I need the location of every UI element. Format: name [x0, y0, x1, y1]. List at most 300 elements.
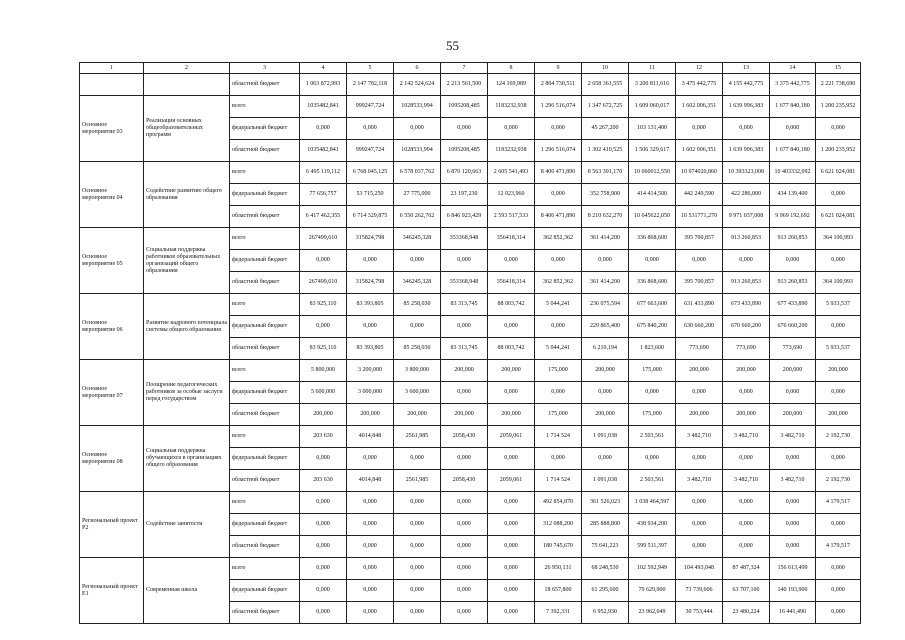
value-cell: 0,000: [300, 514, 347, 536]
value-cell: 2059,061: [488, 470, 535, 492]
value-cell: 0,000: [770, 448, 816, 470]
value-cell: 6 952,930: [582, 602, 629, 624]
value-cell: 442 249,590: [676, 184, 723, 206]
name-cell: Поощрение педагогических работников за особые заслуги перед государством: [144, 360, 230, 426]
value-cell: 0,000: [535, 184, 582, 206]
value-cell: 6 210,194: [582, 338, 629, 360]
value-cell: 9 971 037,008: [723, 206, 770, 228]
value-cell: 315824,798: [347, 272, 394, 294]
value-cell: 0,000: [394, 602, 441, 624]
column-number: 15: [816, 63, 861, 74]
value-cell: 5 933,537: [816, 294, 861, 316]
value-cell: 200,000: [582, 404, 629, 426]
value-cell: 0,000: [816, 580, 861, 602]
value-cell: 0,000: [300, 536, 347, 558]
value-cell: 361 414,200: [582, 272, 629, 294]
value-cell: 23 480,224: [723, 602, 770, 624]
value-cell: 1 038 464,597: [629, 492, 676, 514]
value-cell: 362 852,362: [535, 272, 582, 294]
value-cell: 0,000: [441, 536, 488, 558]
value-cell: 492 854,870: [535, 492, 582, 514]
value-cell: 364 100,993: [816, 228, 861, 250]
value-cell: 1 714 524: [535, 426, 582, 448]
value-cell: 10 393323,008: [723, 162, 770, 184]
value-cell: 346245,328: [394, 228, 441, 250]
column-number: 7: [441, 63, 488, 74]
value-cell: 773,690: [723, 338, 770, 360]
value-cell: 599 511,397: [629, 536, 676, 558]
value-cell: 61 295,600: [582, 580, 629, 602]
value-cell: 346245,328: [394, 272, 441, 294]
value-cell: 200,000: [770, 404, 816, 426]
source-cell: областной бюджет: [230, 338, 300, 360]
value-cell: 0,000: [441, 118, 488, 140]
measure-cell: Основное мероприятие 05: [80, 228, 144, 294]
value-cell: 2 658 361,555: [582, 74, 629, 96]
value-cell: 0,000: [347, 118, 394, 140]
value-cell: 5 600,000: [300, 382, 347, 404]
value-cell: 83 313,745: [441, 338, 488, 360]
value-cell: 2561,985: [394, 470, 441, 492]
name-cell: Содействие развитию общего образования: [144, 162, 230, 228]
value-cell: 0,000: [676, 514, 723, 536]
value-cell: 0,000: [488, 492, 535, 514]
value-cell: 6 621 024,081: [816, 162, 861, 184]
value-cell: 0,000: [488, 558, 535, 580]
value-cell: 200,000: [300, 404, 347, 426]
value-cell: 2059,061: [488, 426, 535, 448]
value-cell: 3 482,710: [723, 470, 770, 492]
value-cell: 913 260,853: [723, 272, 770, 294]
value-cell: 79 629,900: [629, 580, 676, 602]
value-cell: 356418,314: [488, 272, 535, 294]
value-cell: 0,000: [394, 558, 441, 580]
value-cell: 2 192,730: [816, 470, 861, 492]
column-number: 10: [582, 63, 629, 74]
source-cell: всего: [230, 96, 300, 118]
value-cell: 0,000: [816, 250, 861, 272]
value-cell: 0,000: [770, 536, 816, 558]
value-cell: 3 482,710: [676, 470, 723, 492]
value-cell: 999247,724: [347, 140, 394, 162]
value-cell: 422 286,000: [723, 184, 770, 206]
table-row: [80, 492, 861, 514]
value-cell: 0,000: [394, 514, 441, 536]
value-cell: 236 075,594: [582, 294, 629, 316]
value-cell: 0,000: [300, 250, 347, 272]
value-cell: 203 630: [300, 470, 347, 492]
value-cell: 999247,724: [347, 96, 394, 118]
value-cell: 1035482,841: [300, 96, 347, 118]
value-cell: 0,000: [441, 316, 488, 338]
value-cell: 0,000: [535, 382, 582, 404]
value-cell: 773,690: [770, 338, 816, 360]
value-cell: 285 888,800: [582, 514, 629, 536]
value-cell: 0,000: [347, 492, 394, 514]
value-cell: 12 023,960: [488, 184, 535, 206]
name-cell: Содействие занятости: [144, 492, 230, 558]
value-cell: 2 804 730,511: [535, 74, 582, 96]
value-cell: 68 248,530: [582, 558, 629, 580]
measure-cell: Региональный проект Е1: [80, 558, 144, 624]
name-cell: [144, 74, 230, 96]
value-cell: 83 393,805: [347, 294, 394, 316]
value-cell: 156 613,499: [770, 558, 816, 580]
name-cell: Социальная поддержка обучающихся в организациях общего образования: [144, 426, 230, 492]
source-cell: областной бюджет: [230, 140, 300, 162]
value-cell: 83 313,745: [441, 294, 488, 316]
budget-table: [79, 62, 861, 624]
value-cell: 8 563 391,170: [582, 162, 629, 184]
column-number: 11: [629, 63, 676, 74]
source-cell: областной бюджет: [230, 536, 300, 558]
value-cell: 0,000: [770, 250, 816, 272]
value-cell: 0,000: [488, 382, 535, 404]
value-cell: 0,000: [300, 448, 347, 470]
value-cell: 200,000: [816, 404, 861, 426]
value-cell: 0,000: [816, 184, 861, 206]
value-cell: 8 406 471,890: [535, 162, 582, 184]
value-cell: 73 739,606: [676, 580, 723, 602]
source-cell: федеральный бюджет: [230, 184, 300, 206]
value-cell: 2 147 782,118: [347, 74, 394, 96]
source-cell: областной бюджет: [230, 404, 300, 426]
value-cell: 6 768 045,125: [347, 162, 394, 184]
table-row: [80, 294, 861, 316]
value-cell: 200,000: [488, 360, 535, 382]
value-cell: 1 602 006,351: [676, 140, 723, 162]
value-cell: 0,000: [441, 580, 488, 602]
value-cell: 0,000: [488, 316, 535, 338]
value-cell: 0,000: [441, 514, 488, 536]
value-cell: 85 258,030: [394, 338, 441, 360]
value-cell: 0,000: [676, 118, 723, 140]
value-cell: 0,000: [723, 250, 770, 272]
source-cell: областной бюджет: [230, 206, 300, 228]
value-cell: 1 296 516,074: [535, 96, 582, 118]
value-cell: 0,000: [723, 448, 770, 470]
value-cell: 0,000: [535, 118, 582, 140]
value-cell: 3 800,000: [394, 360, 441, 382]
value-cell: 312 088,200: [535, 514, 582, 536]
value-cell: 0,000: [347, 602, 394, 624]
value-cell: 0,000: [629, 250, 676, 272]
value-cell: 0,000: [394, 250, 441, 272]
value-cell: 3 000,000: [347, 382, 394, 404]
value-cell: 361 526,023: [582, 492, 629, 514]
value-cell: 3 600,000: [394, 382, 441, 404]
value-cell: 0,000: [488, 580, 535, 602]
value-cell: 0,000: [816, 118, 861, 140]
value-cell: 3 200,000: [347, 360, 394, 382]
value-cell: 362 852,362: [535, 228, 582, 250]
column-number: 8: [488, 63, 535, 74]
value-cell: 10 060012,550: [629, 162, 676, 184]
value-cell: 6 870 120,663: [441, 162, 488, 184]
value-cell: 140 193,900: [770, 580, 816, 602]
value-cell: 200,000: [394, 404, 441, 426]
value-cell: 1035482,841: [300, 140, 347, 162]
value-cell: 0,000: [300, 602, 347, 624]
value-cell: 8 210 632,270: [582, 206, 629, 228]
source-cell: федеральный бюджет: [230, 382, 300, 404]
value-cell: 364 100,993: [816, 272, 861, 294]
column-number: 6: [394, 63, 441, 74]
value-cell: 0,000: [488, 118, 535, 140]
source-cell: всего: [230, 558, 300, 580]
value-cell: 677 433,890: [770, 294, 816, 316]
value-cell: 4 179,517: [816, 536, 861, 558]
value-cell: 0,000: [394, 118, 441, 140]
value-cell: 200,000: [441, 404, 488, 426]
column-number: 4: [300, 63, 347, 74]
source-cell: областной бюджет: [230, 74, 300, 96]
column-number: 1: [80, 63, 144, 74]
value-cell: 0,000: [816, 558, 861, 580]
value-cell: 2 593 517,533: [488, 206, 535, 228]
value-cell: 0,000: [770, 382, 816, 404]
source-cell: всего: [230, 162, 300, 184]
column-number: 3: [230, 63, 300, 74]
value-cell: 7 392,331: [535, 602, 582, 624]
value-cell: 6 714 329,875: [347, 206, 394, 228]
value-cell: 0,000: [770, 492, 816, 514]
value-cell: 2 213 561,500: [441, 74, 488, 96]
value-cell: 0,000: [488, 536, 535, 558]
column-number: 14: [770, 63, 816, 74]
value-cell: 200,000: [723, 360, 770, 382]
value-cell: 10 403332,092: [770, 162, 816, 184]
value-cell: 4014,848: [347, 470, 394, 492]
measure-cell: Основное мероприятие 07: [80, 360, 144, 426]
value-cell: 175,000: [629, 404, 676, 426]
name-cell: Социальная поддержка работников образовательных организаций общего образования: [144, 228, 230, 294]
page-number: 55: [446, 38, 459, 53]
value-cell: 6 846 923,429: [441, 206, 488, 228]
value-cell: 1 296 516,074: [535, 140, 582, 162]
value-cell: 0,000: [394, 316, 441, 338]
value-cell: 8 406 471,890: [535, 206, 582, 228]
value-cell: 0,000: [816, 602, 861, 624]
value-cell: 200,000: [723, 404, 770, 426]
value-cell: 63 707,100: [723, 580, 770, 602]
value-cell: 18 657,800: [535, 580, 582, 602]
table-row: [80, 228, 861, 250]
value-cell: 0,000: [582, 250, 629, 272]
value-cell: 83 925,110: [300, 294, 347, 316]
value-cell: 1095208,485: [441, 96, 488, 118]
value-cell: 395 700,857: [676, 272, 723, 294]
value-cell: 352 758,900: [582, 184, 629, 206]
value-cell: 773,690: [676, 338, 723, 360]
value-cell: 1 609 060,017: [629, 96, 676, 118]
value-cell: 0,000: [770, 118, 816, 140]
name-cell: Развитие кадрового потенциала системы общего образования: [144, 294, 230, 360]
source-cell: всего: [230, 228, 300, 250]
value-cell: 5 800,000: [300, 360, 347, 382]
value-cell: 3 200 811,616: [629, 74, 676, 96]
value-cell: 23 962,049: [629, 602, 676, 624]
value-cell: 85 258,030: [394, 294, 441, 316]
source-cell: всего: [230, 492, 300, 514]
value-cell: 6 621 024,081: [816, 206, 861, 228]
value-cell: 913 260,853: [770, 228, 816, 250]
value-cell: 5 933,537: [816, 338, 861, 360]
value-cell: 6 578 037,762: [394, 162, 441, 184]
value-cell: 200,000: [816, 360, 861, 382]
value-cell: 1 200 235,952: [816, 140, 861, 162]
value-cell: 26 950,131: [535, 558, 582, 580]
value-cell: 1 714 524: [535, 470, 582, 492]
value-cell: 10 645622,050: [629, 206, 676, 228]
measure-cell: Региональный проект Р2: [80, 492, 144, 558]
value-cell: 1 677 840,180: [770, 140, 816, 162]
value-cell: 0,000: [441, 492, 488, 514]
value-cell: 267499,610: [300, 228, 347, 250]
source-cell: федеральный бюджет: [230, 580, 300, 602]
column-number: 9: [535, 63, 582, 74]
value-cell: 203 630: [300, 426, 347, 448]
column-number-row: [80, 63, 861, 74]
value-cell: 1028533,994: [394, 140, 441, 162]
value-cell: 1 602 006,351: [676, 96, 723, 118]
name-cell: Современная школа: [144, 558, 230, 624]
value-cell: 5 044,241: [535, 338, 582, 360]
value-cell: 336 868,600: [629, 272, 676, 294]
source-cell: всего: [230, 360, 300, 382]
value-cell: 6 550 262,762: [394, 206, 441, 228]
value-cell: 0,000: [723, 514, 770, 536]
value-cell: 200,000: [770, 360, 816, 382]
value-cell: 0,000: [676, 250, 723, 272]
value-cell: 200,000: [676, 404, 723, 426]
value-cell: 353368,948: [441, 272, 488, 294]
value-cell: 0,000: [300, 118, 347, 140]
column-number: 5: [347, 63, 394, 74]
value-cell: 103 131,400: [629, 118, 676, 140]
value-cell: 0,000: [770, 514, 816, 536]
value-cell: 200,000: [347, 404, 394, 426]
value-cell: 0,000: [300, 492, 347, 514]
value-cell: 180 745,670: [535, 536, 582, 558]
value-cell: 200,000: [488, 404, 535, 426]
column-number: 2: [144, 63, 230, 74]
source-cell: федеральный бюджет: [230, 316, 300, 338]
source-cell: областной бюджет: [230, 602, 300, 624]
value-cell: 336 868,600: [629, 228, 676, 250]
value-cell: 0,000: [488, 514, 535, 536]
value-cell: 0,000: [347, 580, 394, 602]
value-cell: 5 044,241: [535, 294, 582, 316]
value-cell: 0,000: [300, 580, 347, 602]
value-cell: 0,000: [347, 558, 394, 580]
value-cell: 1095208,485: [441, 140, 488, 162]
value-cell: 0,000: [394, 492, 441, 514]
value-cell: 1 200 235,952: [816, 96, 861, 118]
table-row: [80, 360, 861, 382]
value-cell: 2 142 524,624: [394, 74, 441, 96]
value-cell: 353368,948: [441, 228, 488, 250]
value-cell: 675 840,200: [629, 316, 676, 338]
value-cell: 0,000: [394, 580, 441, 602]
value-cell: 670 660,200: [723, 316, 770, 338]
table-row: [80, 162, 861, 184]
measure-cell: Основное мероприятие 03: [80, 96, 144, 162]
source-cell: всего: [230, 294, 300, 316]
name-cell: Реализация основных общеобразовательных программ: [144, 96, 230, 162]
column-number: 13: [723, 63, 770, 74]
value-cell: 0,000: [723, 492, 770, 514]
source-cell: областной бюджет: [230, 272, 300, 294]
value-cell: 27 775,000: [394, 184, 441, 206]
value-cell: 1 302 410,525: [582, 140, 629, 162]
value-cell: 0,000: [676, 536, 723, 558]
source-cell: областной бюджет: [230, 470, 300, 492]
value-cell: 2 192,730: [816, 426, 861, 448]
value-cell: 30 753,444: [676, 602, 723, 624]
source-cell: всего: [230, 426, 300, 448]
value-cell: 6 495 119,112: [300, 162, 347, 184]
value-cell: 0,000: [723, 536, 770, 558]
value-cell: 16 441,490: [770, 602, 816, 624]
value-cell: 3 482,710: [723, 426, 770, 448]
value-cell: 102 592,949: [629, 558, 676, 580]
value-cell: 124 169,989: [488, 74, 535, 96]
value-cell: 434 139,400: [770, 184, 816, 206]
value-cell: 23 197,230: [441, 184, 488, 206]
value-cell: 267499,610: [300, 272, 347, 294]
value-cell: 2 221 738,690: [816, 74, 861, 96]
value-cell: 1 823,600: [629, 338, 676, 360]
value-cell: 0,000: [582, 448, 629, 470]
value-cell: 75 641,223: [582, 536, 629, 558]
value-cell: 2058,430: [441, 426, 488, 448]
table-row: [80, 74, 861, 96]
value-cell: 3 482,710: [770, 426, 816, 448]
value-cell: 200,000: [676, 360, 723, 382]
value-cell: 676 660,200: [770, 316, 816, 338]
value-cell: 0,000: [535, 250, 582, 272]
value-cell: 0,000: [347, 250, 394, 272]
value-cell: 3 475 442,775: [676, 74, 723, 96]
value-cell: 2 503,561: [629, 426, 676, 448]
value-cell: 0,000: [441, 558, 488, 580]
value-cell: 9 969 192,692: [770, 206, 816, 228]
value-cell: 0,000: [441, 448, 488, 470]
value-cell: 0,000: [676, 492, 723, 514]
value-cell: 1 347 672,725: [582, 96, 629, 118]
table-row: [80, 426, 861, 448]
value-cell: 438 934,200: [629, 514, 676, 536]
value-cell: 1183232,938: [488, 96, 535, 118]
value-cell: 83 925,110: [300, 338, 347, 360]
source-cell: федеральный бюджет: [230, 118, 300, 140]
value-cell: 2 605 541,493: [488, 162, 535, 184]
value-cell: 87 487,324: [723, 558, 770, 580]
value-cell: 630 660,200: [676, 316, 723, 338]
source-cell: федеральный бюджет: [230, 514, 300, 536]
value-cell: 0,000: [816, 448, 861, 470]
value-cell: 77 656,757: [300, 184, 347, 206]
value-cell: 0,000: [816, 382, 861, 404]
value-cell: 0,000: [488, 448, 535, 470]
value-cell: 631 433,890: [676, 294, 723, 316]
value-cell: 1 063 872,993: [300, 74, 347, 96]
value-cell: 0,000: [394, 536, 441, 558]
value-cell: 1 639 996,383: [723, 140, 770, 162]
source-cell: федеральный бюджет: [230, 448, 300, 470]
value-cell: 0,000: [723, 382, 770, 404]
